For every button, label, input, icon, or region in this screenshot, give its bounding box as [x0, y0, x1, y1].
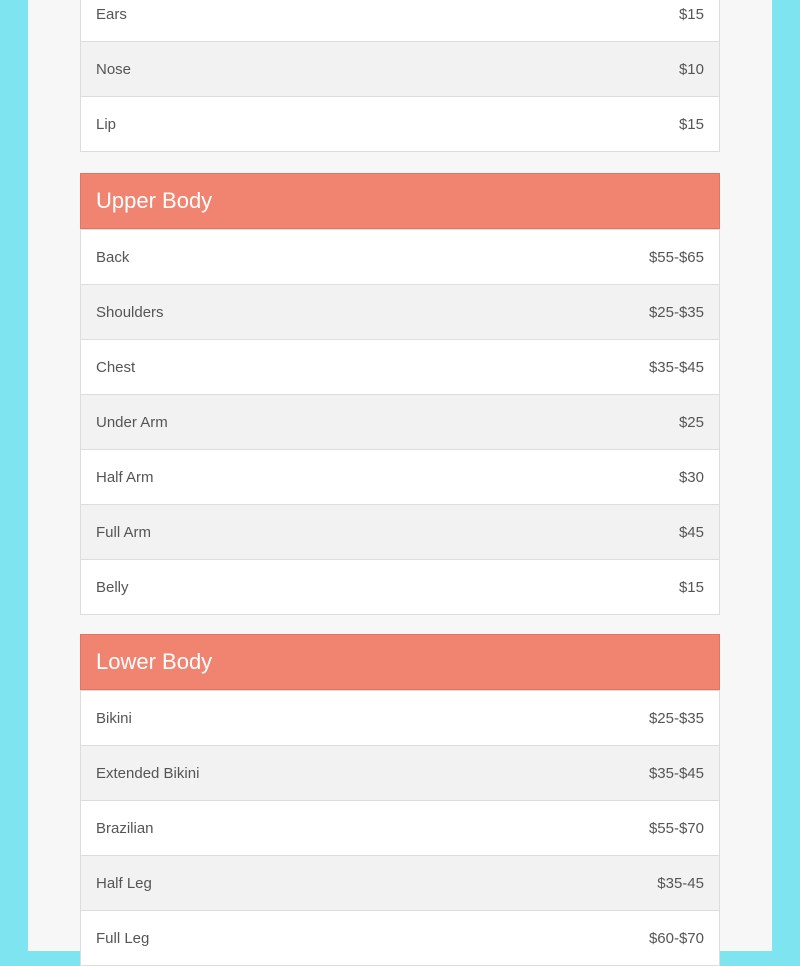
- list-item: [81, 96, 719, 151]
- list-item: [81, 910, 719, 965]
- item-price: $35-$45: [648, 764, 704, 782]
- item-name: Under Arm: [96, 413, 168, 431]
- item-price: $25-$35: [648, 709, 704, 727]
- list-item: [81, 690, 719, 745]
- list-item: [81, 800, 719, 855]
- item-name: Extended Bikini: [96, 764, 200, 782]
- section-title: Upper Body: [96, 188, 213, 213]
- item-name: Full Leg: [96, 929, 150, 947]
- item-name: Half Leg: [96, 874, 152, 892]
- list-item: [81, 504, 719, 559]
- item-name: Bikini: [96, 709, 132, 727]
- item-price: $60-$70: [648, 929, 704, 947]
- list-item: [81, 229, 719, 284]
- section-header: [80, 173, 720, 229]
- list-item: [81, 394, 719, 449]
- item-name: Half Arm: [96, 468, 154, 486]
- item-price: $45: [678, 523, 704, 541]
- list-item: [81, 559, 719, 614]
- list-item: [81, 745, 719, 800]
- item-price: $55-$65: [648, 248, 704, 266]
- item-price: $15: [678, 578, 704, 596]
- section-header: [80, 634, 720, 690]
- item-price: $25: [678, 413, 704, 431]
- item-price: $25-$35: [648, 303, 704, 321]
- item-price: $10: [678, 60, 704, 78]
- item-name: Belly: [96, 578, 129, 596]
- item-price: $30: [678, 468, 704, 486]
- item-name: Nose: [96, 60, 132, 78]
- list-item: [81, 284, 719, 339]
- list-item: [81, 0, 719, 41]
- item-price: $35-$45: [648, 358, 704, 376]
- item-name: Ears: [96, 5, 127, 23]
- list-item: [81, 855, 719, 910]
- list-item: [81, 41, 719, 96]
- item-price: $55-$70: [648, 819, 704, 837]
- item-name: Lip: [96, 115, 117, 133]
- item-price: $35-45: [657, 874, 704, 892]
- face-price-list: [80, 0, 720, 152]
- item-name: Shoulders: [96, 303, 164, 321]
- page-container: [28, 0, 772, 951]
- list-item: [81, 339, 719, 394]
- item-name: Full Arm: [96, 523, 152, 541]
- section-title: Lower Body: [96, 649, 213, 674]
- upper-body-section: [80, 173, 720, 615]
- item-name: Chest: [96, 358, 136, 376]
- item-price: $15: [678, 115, 704, 133]
- item-name: Brazilian: [96, 819, 154, 837]
- item-price: $15: [678, 5, 704, 23]
- lower-body-section: [80, 634, 720, 966]
- list-item: [81, 449, 719, 504]
- item-name: Back: [96, 248, 130, 266]
